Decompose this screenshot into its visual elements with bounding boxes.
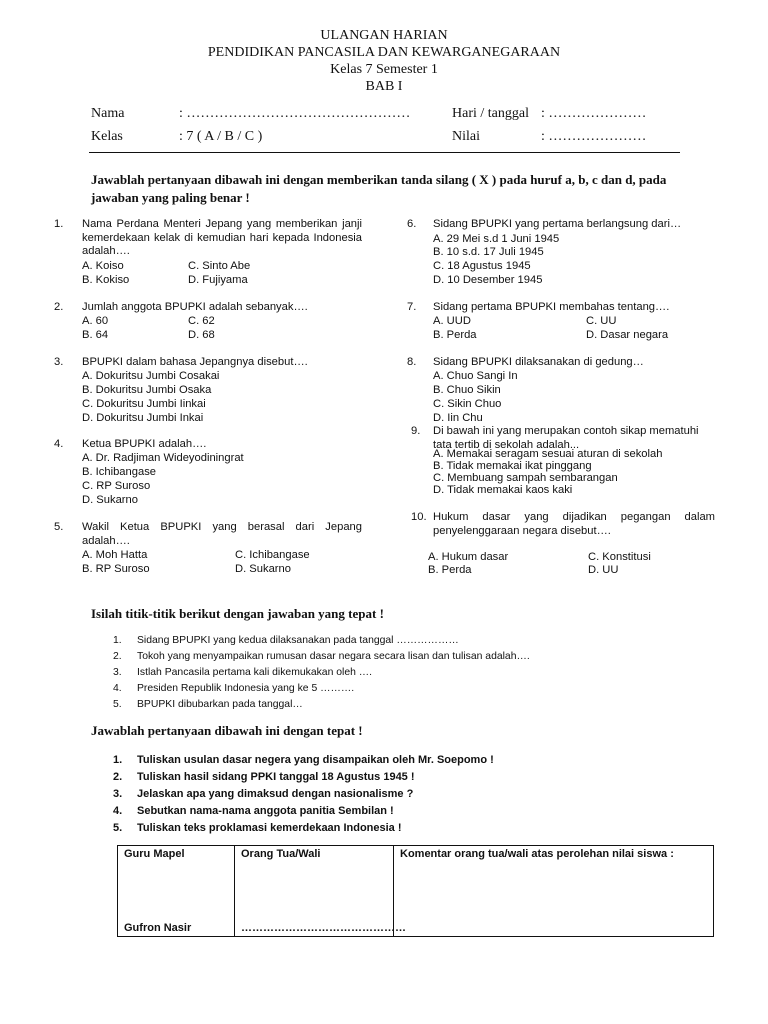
option-d[interactable]: D. Dasar negara: [586, 329, 669, 341]
fill-item-3: Istlah Pancasila pertama kali dikemukakan oleh ….: [137, 667, 373, 678]
essay-item-3: Jelaskan apa yang dimaksud dengan nasionalisme ?: [137, 788, 414, 800]
option-c[interactable]: C. Ichibangase: [235, 549, 310, 561]
teacher-cell: [118, 846, 235, 937]
fill-number: 3.: [113, 667, 122, 678]
fill-number: 2.: [113, 651, 122, 662]
fill-number: 1.: [113, 635, 122, 646]
nilai-field[interactable]: : …………………: [541, 129, 647, 144]
parent-signature-line[interactable]: ………………………………………: [241, 922, 406, 934]
question-number: 3.: [54, 356, 64, 368]
question-number: 8.: [407, 356, 417, 368]
question-stem: Nama Perdana Menteri Jepang yang memberikan janji kemerdekaan kelak di kemudian hari kepada Indonesia adalah….: [82, 218, 362, 258]
kelas-field[interactable]: : 7 ( A / B / C ): [179, 129, 263, 144]
question-number: 7.: [407, 301, 417, 313]
option-d[interactable]: D. Tidak memakai kaos kaki: [433, 484, 573, 496]
fill-item-5: BPUPKI dibubarkan pada tanggal…: [137, 699, 303, 710]
question-number: 6.: [407, 218, 417, 230]
parent-cell[interactable]: [235, 846, 406, 937]
option-a[interactable]: A. Chuo Sangi In: [433, 370, 518, 382]
option-a[interactable]: A. Koiso: [82, 260, 124, 272]
question-stem: Ketua BPUPKI adalah….: [82, 438, 207, 450]
essay-item-1: Tuliskan usulan dasar negera yang disampaikan oleh Mr. Soepomo !: [137, 754, 494, 766]
fill-item-4: Presiden Republik Indonesia yang ke 5 ……….: [137, 683, 355, 694]
subject-title: PENDIDIKAN PANCASILA DAN KEWARGANEGARAAN: [207, 45, 561, 60]
essay-number: 2.: [113, 771, 123, 783]
option-b[interactable]: B. Perda: [428, 564, 472, 576]
question-number: 1.: [54, 218, 64, 230]
question-number: 4.: [54, 438, 64, 450]
option-c[interactable]: C. RP Suroso: [82, 480, 151, 492]
essay-number: 4.: [113, 805, 123, 817]
option-b[interactable]: B. Ichibangase: [82, 466, 157, 478]
fill-number: 5.: [113, 699, 122, 710]
question-stem: Di bawah ini yang merupakan contoh sikap mematuhi tata tertib di sekolah adalah...: [433, 425, 699, 451]
question-number: 2.: [54, 301, 64, 313]
question-stem: Sidang pertama BPUPKI membahas tentang….: [433, 301, 670, 313]
question-stem: Jumlah anggota BPUPKI adalah sebanyak….: [82, 301, 308, 313]
teacher-name: Gufron Nasir: [124, 922, 192, 934]
option-b[interactable]: B. Dokuritsu Jumbi Osaka: [82, 384, 212, 396]
question-stem: Sidang BPUPKI yang pertama berlangsung dari…: [433, 218, 682, 230]
option-c[interactable]: C. UU: [586, 315, 617, 327]
option-a[interactable]: A. 60: [82, 315, 109, 327]
signature-table: [117, 845, 714, 937]
fill-item-2: Tokoh yang menyampaikan rumusan dasar negara secara lisan dan tulisan adalah….: [137, 651, 530, 662]
kelas-label: Kelas: [91, 129, 123, 144]
section2-instruction: Isilah titik-titik berikut dengan jawaban yang tepat !: [91, 606, 384, 621]
option-a[interactable]: A. Dr. Radjiman Wideyodiningrat: [82, 452, 244, 464]
option-c[interactable]: C. Sinto Abe: [188, 260, 251, 272]
option-d[interactable]: D. UU: [588, 564, 619, 576]
option-c[interactable]: C. Dokuritsu Jumbi Iinkai: [82, 398, 206, 410]
option-b[interactable]: B. 64: [82, 329, 109, 341]
option-d[interactable]: D. Iin Chu: [433, 412, 483, 424]
option-a[interactable]: A. Moh Hatta: [82, 549, 148, 561]
option-a[interactable]: A. 29 Mei s.d 1 Juni 1945: [433, 233, 560, 245]
essay-item-2: Tuliskan hasil sidang PPKI tanggal 18 Agustus 1945 !: [137, 771, 415, 783]
option-d[interactable]: D. 68: [188, 329, 215, 341]
essay-number: 5.: [113, 822, 123, 834]
nama-field[interactable]: : …………………………………………: [179, 106, 411, 121]
option-c[interactable]: C. Konstitusi: [588, 551, 651, 563]
question-stem: Hukum dasar yang dijadikan pegangan dalam penyelenggaraan negara disebut….: [433, 511, 715, 537]
section1-instruction: Jawablah pertanyaan dibawah ini dengan memberikan tanda silang ( X ) pada huruf a, b, c dan d, pada jawaban yang paling benar !: [91, 172, 667, 205]
option-c[interactable]: C. 62: [188, 315, 215, 327]
option-a[interactable]: A. UUD: [433, 315, 471, 327]
header-divider: [89, 152, 680, 153]
nilai-label: Nilai: [452, 129, 480, 144]
option-d[interactable]: D. Sukarno: [82, 494, 138, 506]
option-a[interactable]: A. Memakai seragam sesuai aturan di sekolah: [433, 448, 663, 460]
section3-instruction: Jawablah pertanyaan dibawah ini dengan tepat !: [91, 723, 363, 738]
nama-label: Nama: [91, 106, 125, 121]
essay-item-4: Sebutkan nama-nama anggota panitia Sembilan !: [137, 805, 394, 817]
question-number: 10.: [411, 511, 427, 523]
option-d[interactable]: D. Sukarno: [235, 563, 291, 575]
option-a[interactable]: A. Hukum dasar: [428, 551, 509, 563]
parent-title: Orang Tua/Wali: [241, 848, 321, 860]
option-b[interactable]: B. RP Suroso: [82, 563, 150, 575]
chapter-label: BAB I: [365, 79, 403, 94]
hari-label: Hari / tanggal: [452, 106, 529, 121]
option-d[interactable]: D. Fujiyama: [188, 274, 248, 286]
comment-title: Komentar orang tua/wali atas perolehan nilai siswa :: [400, 848, 674, 860]
option-c[interactable]: C. 18 Agustus 1945: [433, 260, 531, 272]
option-c[interactable]: C. Sikin Chuo: [433, 398, 502, 410]
option-b[interactable]: B. Kokiso: [82, 274, 130, 286]
exam-title: ULANGAN HARIAN: [320, 28, 448, 43]
teacher-title: Guru Mapel: [124, 848, 185, 860]
option-c[interactable]: C. Membuang sampah sembarangan: [433, 472, 618, 484]
hari-field[interactable]: : …………………: [541, 106, 647, 121]
class-semester: Kelas 7 Semester 1: [330, 62, 438, 77]
question-number: 9.: [411, 425, 421, 437]
option-b[interactable]: B. 10 s.d. 17 Juli 1945: [433, 246, 544, 258]
essay-number: 3.: [113, 788, 123, 800]
option-d[interactable]: D. Dokuritsu Jumbi Inkai: [82, 412, 204, 424]
option-b[interactable]: B. Perda: [433, 329, 477, 341]
option-d[interactable]: D. 10 Desember 1945: [433, 274, 543, 286]
option-b[interactable]: B. Tidak memakai ikat pinggang: [433, 460, 592, 472]
essay-item-5: Tuliskan teks proklamasi kemerdekaan Indonesia !: [137, 822, 402, 834]
question-stem: Sidang BPUPKI dilaksanakan di gedung…: [433, 356, 644, 368]
option-a[interactable]: A. Dokuritsu Jumbi Cosakai: [82, 370, 220, 382]
fill-number: 4.: [113, 683, 122, 694]
question-stem: BPUPKI dalam bahasa Jepangnya disebut….: [82, 356, 308, 368]
question-stem: Wakil Ketua BPUPKI yang berasal dari Jepang adalah….: [82, 521, 362, 547]
option-b[interactable]: B. Chuo Sikin: [433, 384, 501, 396]
essay-number: 1.: [113, 754, 123, 766]
comment-cell[interactable]: [394, 846, 714, 937]
fill-item-1: Sidang BPUPKI yang kedua dilaksanakan pada tanggal ………………: [137, 635, 459, 646]
question-number: 5.: [54, 521, 64, 533]
